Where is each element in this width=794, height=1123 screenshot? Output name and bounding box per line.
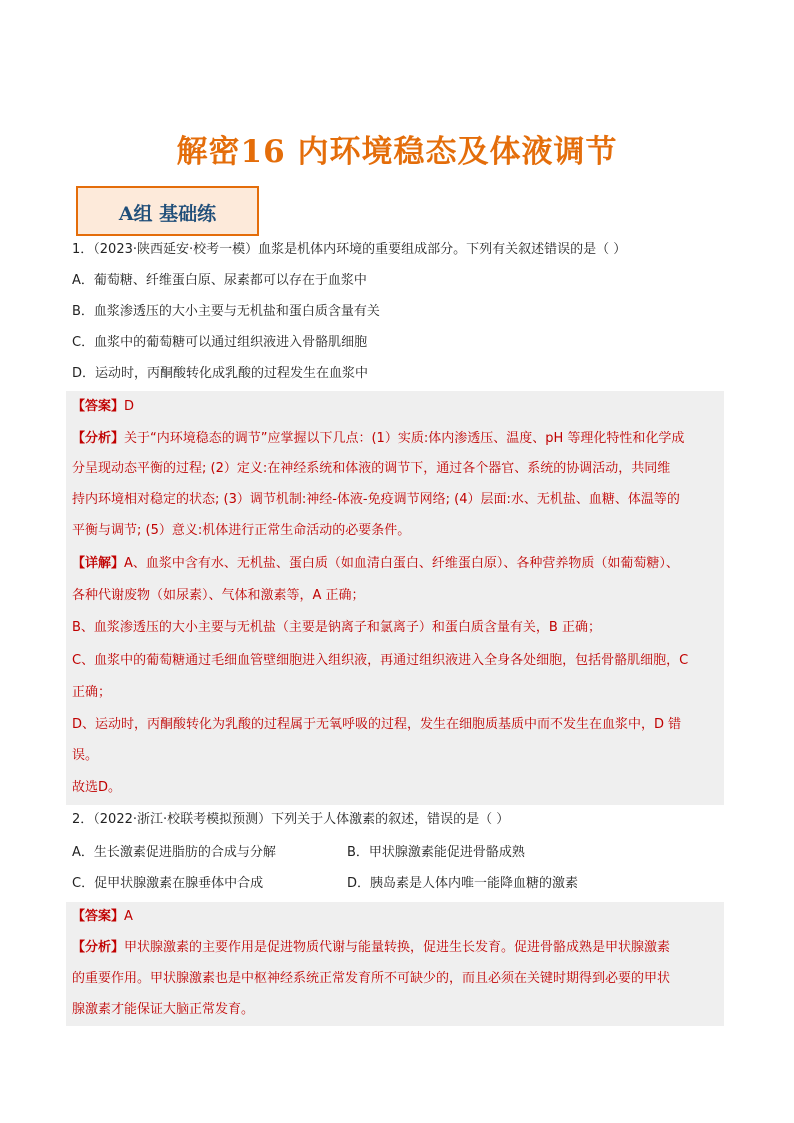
- analysis-tag: 【分析】: [72, 940, 125, 955]
- question-1-detail-line: 误。: [72, 748, 99, 763]
- question-2-analysis-line: 腺激素才能保证大脑正常发育。: [72, 1002, 255, 1017]
- answer-tag: 【答案】: [72, 399, 125, 414]
- question-1-detail-line: B、血浆渗透压的大小主要与无机盐（主要是钠离子和氯离子）和蛋白质含量有关，B 正确；: [72, 620, 601, 635]
- question-2-analysis-line: 的重要作用。甲状腺激素也是中枢神经系统正常发育所不可缺少的，而且必须在关键时期得到必要的甲状: [72, 971, 671, 986]
- question-2-stem: 2．（2022·浙江·校联考模拟预测）下列关于人体激素的叙述，错误的是（ ）: [72, 812, 510, 827]
- question-1-option-d: D．运动时，丙酮酸转化成乳酸的过程发生在血浆中: [72, 366, 369, 381]
- page-title: 解密16 内环境稳态及体液调节: [176, 134, 618, 170]
- question-2-option-d: D．胰岛素是人体内唯一能降血糖的激素: [347, 876, 579, 891]
- section-label-box: [76, 186, 259, 236]
- question-1-analysis-line: 平衡与调节; (5）意义:机体进行正常生命活动的必要条件。: [72, 523, 411, 538]
- question-1-detail-line: 【详解】A、血浆中含有水、无机盐、蛋白质（如血清白蛋白、纤维蛋白原）、各种营养物质（如葡萄糖）、: [72, 556, 679, 571]
- answer-value: D: [124, 399, 135, 414]
- question-1-analysis-line: 持内环境相对稳定的状态; (3）调节机制:神经-体液-免疫调节网络; (4）层面:水、无机盐、血糖、体温等的: [72, 492, 680, 507]
- question-2-option-b: B．甲状腺激素能促进骨骼成熟: [347, 845, 525, 860]
- question-1-detail-line: D、运动时，丙酮酸转化为乳酸的过程属于无氧呼吸的过程，发生在细胞质基质中而不发生在血浆中，D 错: [72, 717, 682, 732]
- question-2-answer: [72, 908, 133, 926]
- analysis-tag: 【分析】: [72, 431, 125, 446]
- detail-tag: 【详解】: [72, 556, 125, 571]
- question-1-option-b: B．血浆渗透压的大小主要与无机盐和蛋白质含量有关: [72, 304, 380, 319]
- question-1-stem: 1．（2023·陕西延安·校考一模）血浆是机体内环境的重要组成部分。下列有关叙述错误的是（ ）: [72, 242, 627, 257]
- question-2-option-c: C．促甲状腺激素在腺垂体中合成: [72, 876, 264, 891]
- section-label: A组 基础练: [118, 203, 217, 225]
- question-1-detail-line: 正确；: [72, 685, 112, 700]
- question-1-analysis-line: 分呈现动态平衡的过程; (2）定义:在神经系统和体液的调节下，通过各个器官、系统的协调活动，共同维: [72, 461, 671, 476]
- answer-tag: 【答案】: [72, 909, 125, 924]
- question-2-option-a: A．生长激素促进脂肪的合成与分解: [72, 845, 276, 860]
- question-1-answer: [72, 398, 134, 416]
- question-1-detail-line: C、血浆中的葡萄糖通过毛细血管壁细胞进入组织液，再通过组织液进入全身各处细胞，包括骨骼肌细胞，C: [72, 653, 689, 668]
- question-1-analysis-line: 【分析】关于“内环境稳态的调节”应掌握以下几点：(1）实质:体内渗透压、温度、pH 等理化特性和化学成: [72, 431, 685, 446]
- question-2-analysis-line: 【分析】甲状腺激素的主要作用是促进物质代谢与能量转换，促进生长发育。促进骨骼成熟是甲状腺激素: [72, 940, 671, 955]
- question-1-option-a: A．葡萄糖、纤维蛋白原、尿素都可以存在于血浆中: [72, 273, 367, 288]
- question-1-conclusion: 故选D。: [72, 780, 122, 795]
- question-1-detail-line: 各种代谢废物（如尿素）、气体和激素等，A 正确；: [72, 588, 365, 603]
- question-1-option-c: C．血浆中的葡萄糖可以通过组织液进入骨骼肌细胞: [72, 335, 368, 350]
- answer-value: A: [124, 909, 133, 924]
